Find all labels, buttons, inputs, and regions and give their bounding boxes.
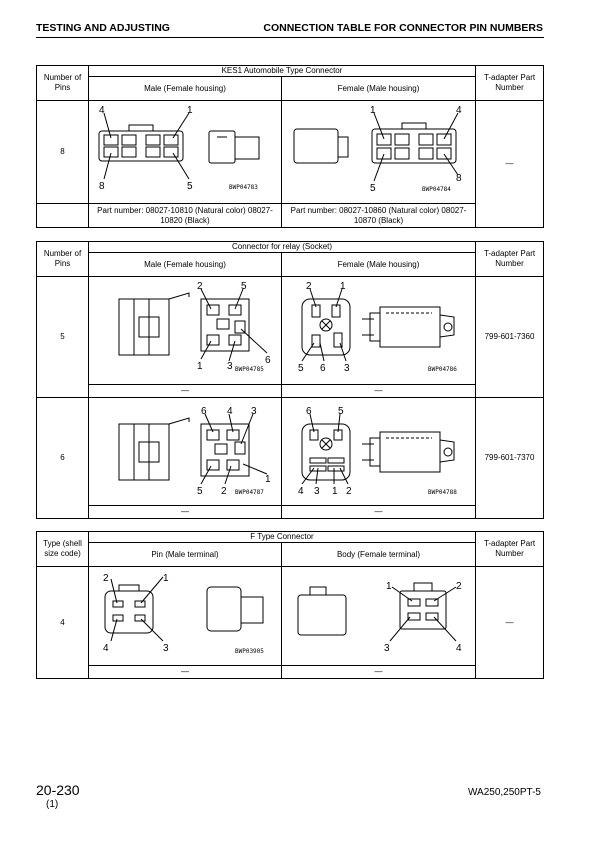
male-part-number: — (89, 506, 282, 519)
page-revision: (1) (46, 799, 59, 810)
table-title: F Type Connector (89, 532, 476, 543)
tadapter-value: 799-601-7360 (476, 277, 544, 398)
figure-code: BWP04786 (428, 366, 457, 373)
pin-label: 6 (201, 406, 207, 417)
col-type-header: Type (shell size code) (37, 532, 89, 567)
pins-value: 6 (37, 398, 89, 519)
male-header: Male (Female housing) (89, 253, 282, 277)
pin-label: 6 (320, 363, 326, 374)
f-type-connector-table (36, 531, 544, 679)
relay5-female-diagram (282, 277, 475, 384)
pin-label: 4 (227, 406, 233, 417)
female-part-number: — (282, 666, 476, 679)
pin-label: 1 (370, 105, 376, 116)
pin-label: 3 (227, 361, 233, 372)
female-connector-drawing (282, 101, 476, 204)
figure-code: BWP04783 (229, 184, 258, 191)
pin-label: 2 (197, 281, 203, 292)
pin-label: 4 (103, 643, 109, 654)
table-title: Connector for relay (Socket) (89, 242, 476, 253)
pin-label: 1 (197, 361, 203, 372)
page-number: 20-230 (36, 782, 80, 798)
kes1-male-diagram (89, 101, 281, 203)
tadapter-header: T-adapter Part Number (476, 242, 544, 277)
pin-label: 1 (332, 486, 338, 497)
col-pins-header: Number of Pins (37, 242, 89, 277)
male-connector-drawing (89, 277, 282, 385)
header-rule (36, 37, 544, 38)
pin-label: 2 (346, 486, 352, 497)
female-connector-drawing (282, 277, 476, 385)
pin-label: 2 (456, 581, 462, 592)
tadapter-header: T-adapter Part Number (476, 66, 544, 101)
pin-label: 5 (187, 181, 193, 192)
male-part-number: Part number: 08027-10810 (Natural color) 08027-10820 (Black) (89, 204, 282, 228)
empty-cell (37, 204, 89, 228)
figure-code: BWP04788 (428, 489, 457, 496)
pin-label: 5 (298, 363, 304, 374)
tadapter-value: 799-601-7370 (476, 398, 544, 519)
ftype-male-diagram (89, 567, 281, 665)
pin-label: 1 (163, 573, 169, 584)
pin-label: 5 (370, 183, 376, 194)
col-pins-header: Number of Pins (37, 66, 89, 101)
male-connector-drawing (89, 567, 282, 666)
tadapter-value: — (476, 101, 544, 228)
pin-label: 8 (456, 173, 462, 184)
pin-label: 1 (386, 581, 392, 592)
male-part-number: — (89, 385, 282, 398)
model-name: WA250,250PT-5 (467, 787, 541, 798)
female-connector-drawing (282, 567, 476, 666)
relay6-female-diagram (282, 398, 475, 505)
pin-label: 6 (265, 355, 271, 366)
pin-label: 3 (163, 643, 169, 654)
pin-label: 4 (298, 486, 304, 497)
pin-label: 2 (103, 573, 109, 584)
table-title: KES1 Automobile Type Connector (89, 66, 476, 77)
kes1-connector-table (36, 65, 544, 228)
pin-label: 5 (241, 281, 247, 292)
pin-label: 1 (265, 474, 271, 485)
pin-label: 4 (456, 643, 462, 654)
figure-code: BWP03905 (235, 648, 264, 655)
type-value: 4 (37, 567, 89, 679)
figure-code: BWP04787 (235, 489, 264, 496)
pins-value: 5 (37, 277, 89, 398)
relay6-male-diagram (89, 398, 281, 505)
pin-label: 3 (344, 363, 350, 374)
female-part-number: — (282, 506, 476, 519)
figure-code: BWP04785 (235, 366, 264, 373)
pin-label: 4 (456, 105, 462, 116)
pin-label: 1 (340, 281, 346, 292)
pin-label: 5 (197, 486, 203, 497)
kes1-female-diagram (282, 101, 475, 203)
section-title: TESTING AND ADJUSTING (36, 22, 170, 34)
female-header: Body (Female terminal) (282, 543, 476, 567)
pin-label: 5 (338, 406, 344, 417)
pin-label: 3 (251, 406, 257, 417)
male-header: Male (Female housing) (89, 77, 282, 101)
pin-label: 3 (314, 486, 320, 497)
female-header: Female (Male housing) (282, 77, 476, 101)
pin-label: 6 (306, 406, 312, 417)
pin-label: 4 (99, 105, 105, 116)
female-connector-drawing (282, 398, 476, 506)
relay5-male-diagram (89, 277, 281, 384)
pins-value: 8 (37, 101, 89, 204)
pin-label: 8 (99, 181, 105, 192)
relay-connector-table (36, 241, 544, 519)
male-header: Pin (Male terminal) (89, 543, 282, 567)
female-part-number: — (282, 385, 476, 398)
page-heading: CONNECTION TABLE FOR CONNECTOR PIN NUMBERS (263, 22, 543, 34)
pin-label: 2 (221, 486, 227, 497)
pin-label: 2 (306, 281, 312, 292)
male-connector-drawing (89, 398, 282, 506)
female-header: Female (Male housing) (282, 253, 476, 277)
pin-label: 3 (384, 643, 390, 654)
pin-label: 1 (187, 105, 193, 116)
tadapter-header: T-adapter Part Number (476, 532, 544, 567)
ftype-female-diagram (282, 567, 475, 665)
male-connector-drawing (89, 101, 282, 204)
male-part-number: — (89, 666, 282, 679)
female-part-number: Part number: 08027-10860 (Natural color) 08027-10870 (Black) (282, 204, 476, 228)
figure-code: BWP04784 (422, 186, 451, 193)
tadapter-value: — (476, 567, 544, 679)
